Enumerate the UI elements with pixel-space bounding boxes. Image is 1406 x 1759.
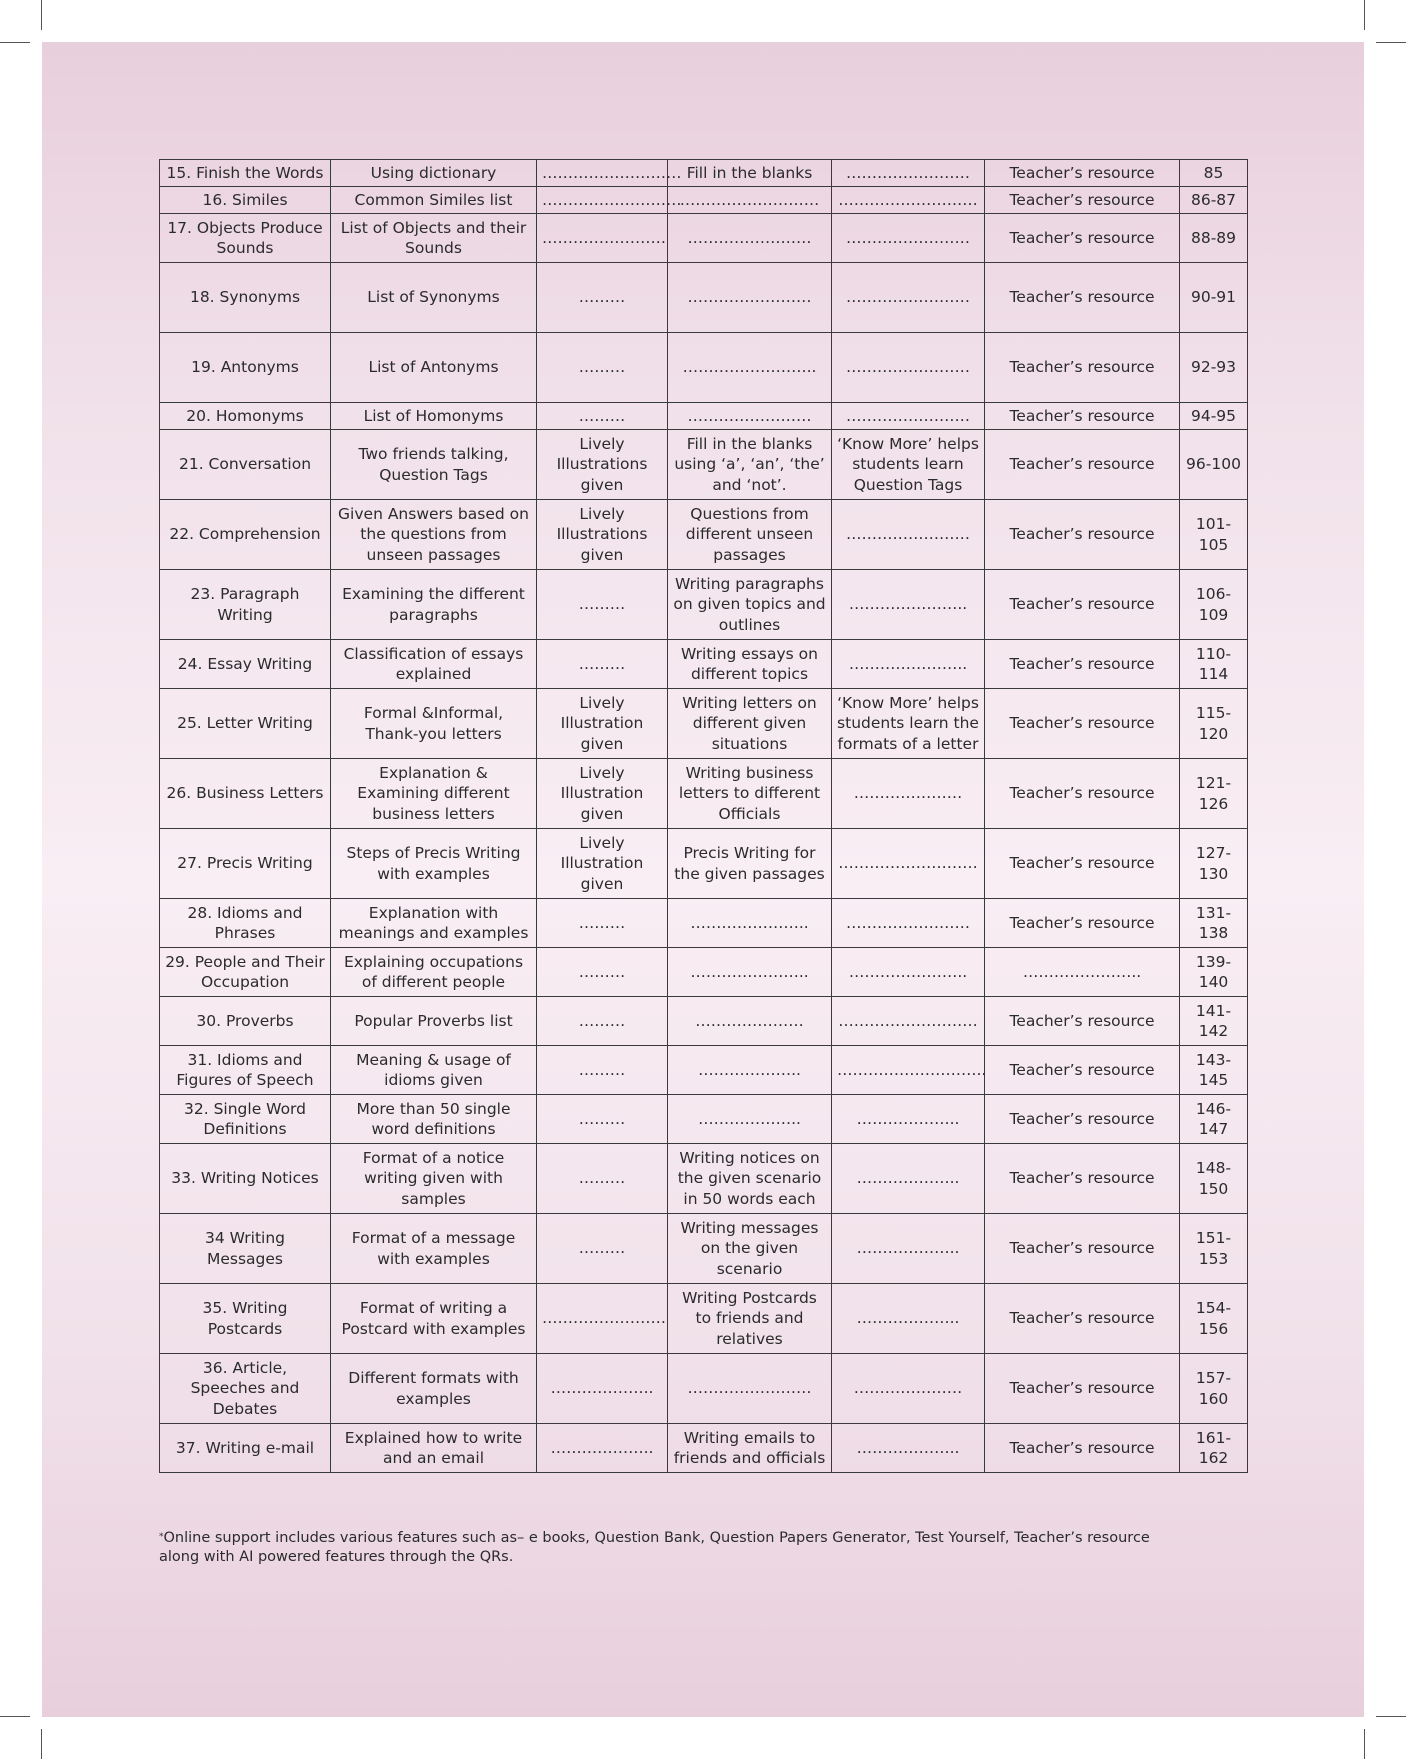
cell-chapter: 22. Comprehension bbox=[160, 500, 331, 570]
cell-exercises: Writing Postcards to friends and relatives bbox=[668, 1284, 832, 1354]
cell-illustrations: ……… bbox=[537, 1046, 668, 1095]
cell-pages: 151-153 bbox=[1180, 1214, 1248, 1284]
cell-exercises: Writing paragraphs on given topics and outlines bbox=[668, 570, 832, 640]
table-row bbox=[160, 160, 1248, 187]
cell-exercises: Fill in the blanks using ‘a’, ‘an’, ‘the’ and ‘not’. bbox=[668, 430, 832, 500]
cell-exercises: ……………….. bbox=[668, 1095, 832, 1144]
cell-exercises: Writing essays on different topics bbox=[668, 640, 832, 689]
cell-topics: Format of a notice writing given with samples bbox=[331, 1144, 537, 1214]
cell-chapter: 19. Antonyms bbox=[160, 333, 331, 403]
cell-online: Teacher’s resource bbox=[985, 214, 1180, 263]
cell-online: Teacher’s resource bbox=[985, 403, 1180, 430]
table-row bbox=[160, 1144, 1248, 1214]
cell-illustrations: Lively Illustrations given bbox=[537, 500, 668, 570]
cell-online: Teacher’s resource bbox=[985, 500, 1180, 570]
cell-illustrations: ……………………… bbox=[537, 160, 668, 187]
cell-exercises: Questions from different unseen passages bbox=[668, 500, 832, 570]
cell-chapter: 25. Letter Writing bbox=[160, 689, 331, 759]
crop-mark bbox=[1376, 1716, 1406, 1717]
table-row bbox=[160, 187, 1248, 214]
cell-know-more: ………………….. bbox=[832, 640, 985, 689]
cell-illustrations: Lively Illustrations given bbox=[537, 430, 668, 500]
crop-mark bbox=[41, 0, 42, 30]
cell-topics: Explanation with meanings and examples bbox=[331, 899, 537, 948]
cell-illustrations: ……… bbox=[537, 1214, 668, 1284]
cell-illustrations: ……… bbox=[537, 403, 668, 430]
cell-pages: 86-87 bbox=[1180, 187, 1248, 214]
cell-pages: 157-160 bbox=[1180, 1354, 1248, 1424]
cell-online: Teacher’s resource bbox=[985, 430, 1180, 500]
cell-know-more: …………………… bbox=[832, 899, 985, 948]
cell-know-more: ……………………….. bbox=[832, 1046, 985, 1095]
cell-exercises: Fill in the blanks bbox=[668, 160, 832, 187]
cell-chapter: 27. Precis Writing bbox=[160, 829, 331, 899]
cell-exercises: Writing messages on the given scenario bbox=[668, 1214, 832, 1284]
cell-online: Teacher’s resource bbox=[985, 333, 1180, 403]
cell-topics: Classification of essays explained bbox=[331, 640, 537, 689]
cell-topics: Explaining occupations of different people bbox=[331, 948, 537, 997]
cell-exercises: …………………….. bbox=[668, 333, 832, 403]
cell-topics: Examining the different paragraphs bbox=[331, 570, 537, 640]
cell-illustrations: Lively Illustration given bbox=[537, 689, 668, 759]
table-row bbox=[160, 430, 1248, 500]
cell-pages: 90-91 bbox=[1180, 263, 1248, 333]
cell-pages: 110-114 bbox=[1180, 640, 1248, 689]
cell-illustrations: Lively Illustration given bbox=[537, 829, 668, 899]
table-row bbox=[160, 570, 1248, 640]
cell-know-more: ……………….. bbox=[832, 1144, 985, 1214]
cell-know-more: ………………… bbox=[832, 759, 985, 829]
table-row bbox=[160, 1284, 1248, 1354]
cell-chapter: 30. Proverbs bbox=[160, 997, 331, 1046]
cell-topics: Format of a message with examples bbox=[331, 1214, 537, 1284]
crop-mark bbox=[1364, 0, 1365, 30]
table-row bbox=[160, 1095, 1248, 1144]
cell-exercises: …………………… bbox=[668, 263, 832, 333]
cell-exercises: ………………….. bbox=[668, 899, 832, 948]
cell-pages: 88-89 bbox=[1180, 214, 1248, 263]
cell-chapter: 28. Idioms and Phrases bbox=[160, 899, 331, 948]
cell-know-more: ……………………… bbox=[832, 187, 985, 214]
cell-topics: Explanation & Examining different business letters bbox=[331, 759, 537, 829]
table-row bbox=[160, 640, 1248, 689]
cell-illustrations: ……… bbox=[537, 899, 668, 948]
cell-online: Teacher’s resource bbox=[985, 263, 1180, 333]
cell-online: Teacher’s resource bbox=[985, 1046, 1180, 1095]
crop-mark bbox=[1376, 42, 1406, 43]
cell-know-more: ………………… bbox=[832, 1354, 985, 1424]
cell-chapter: 18. Synonyms bbox=[160, 263, 331, 333]
cell-illustrations: ……………………… bbox=[537, 187, 668, 214]
table-row bbox=[160, 333, 1248, 403]
cell-illustrations: ……… bbox=[537, 948, 668, 997]
crop-mark bbox=[41, 1729, 42, 1759]
cell-pages: 121-126 bbox=[1180, 759, 1248, 829]
cell-exercises: …………………… bbox=[668, 1354, 832, 1424]
cell-chapter: 29. People and Their Occupation bbox=[160, 948, 331, 997]
table-row bbox=[160, 899, 1248, 948]
cell-pages: 115-120 bbox=[1180, 689, 1248, 759]
crop-mark bbox=[0, 42, 30, 43]
cell-illustrations: ……… bbox=[537, 640, 668, 689]
cell-know-more: ………………….. bbox=[832, 948, 985, 997]
cell-exercises: ………………….. bbox=[668, 948, 832, 997]
cell-online: Teacher’s resource bbox=[985, 570, 1180, 640]
cell-chapter: 20. Homonyms bbox=[160, 403, 331, 430]
cell-topics: Steps of Precis Writing with examples bbox=[331, 829, 537, 899]
cell-illustrations: ……… bbox=[537, 1095, 668, 1144]
cell-chapter: 33. Writing Notices bbox=[160, 1144, 331, 1214]
cell-online: Teacher’s resource bbox=[985, 829, 1180, 899]
table-row bbox=[160, 403, 1248, 430]
cell-topics: List of Antonyms bbox=[331, 333, 537, 403]
cell-online: Teacher’s resource bbox=[985, 640, 1180, 689]
cell-chapter: 21. Conversation bbox=[160, 430, 331, 500]
cell-illustrations: ……… bbox=[537, 1144, 668, 1214]
crop-mark bbox=[0, 1716, 30, 1717]
cell-pages: 148-150 bbox=[1180, 1144, 1248, 1214]
cell-illustrations: …………………… bbox=[537, 214, 668, 263]
footnote bbox=[159, 1529, 1179, 1567]
contents-table bbox=[159, 159, 1248, 1473]
cell-online: Teacher’s resource bbox=[985, 187, 1180, 214]
cell-pages: 161-162 bbox=[1180, 1424, 1248, 1473]
cell-know-more: …………………… bbox=[832, 333, 985, 403]
crop-mark bbox=[1364, 1729, 1365, 1759]
cell-chapter: 16. Similes bbox=[160, 187, 331, 214]
cell-pages: 139-140 bbox=[1180, 948, 1248, 997]
cell-online: Teacher’s resource bbox=[985, 1354, 1180, 1424]
cell-online: Teacher’s resource bbox=[985, 997, 1180, 1046]
cell-illustrations: ……… bbox=[537, 263, 668, 333]
cell-know-more: ………………….. bbox=[832, 570, 985, 640]
cell-topics: List of Objects and their Sounds bbox=[331, 214, 537, 263]
cell-online: Teacher’s resource bbox=[985, 759, 1180, 829]
cell-chapter: 34 Writing Messages bbox=[160, 1214, 331, 1284]
cell-chapter: 36. Article, Speeches and Debates bbox=[160, 1354, 331, 1424]
cell-exercises: ……………….. bbox=[668, 1046, 832, 1095]
cell-pages: 94-95 bbox=[1180, 403, 1248, 430]
cell-exercises: Writing notices on the given scenario in 50 words each bbox=[668, 1144, 832, 1214]
table-row bbox=[160, 1046, 1248, 1095]
cell-exercises: Writing emails to friends and officials bbox=[668, 1424, 832, 1473]
cell-pages: 141-142 bbox=[1180, 997, 1248, 1046]
cell-online: Teacher’s resource bbox=[985, 1144, 1180, 1214]
cell-know-more: …………………… bbox=[832, 160, 985, 187]
cell-pages: 131-138 bbox=[1180, 899, 1248, 948]
cell-pages: 146-147 bbox=[1180, 1095, 1248, 1144]
cell-know-more: …………………… bbox=[832, 403, 985, 430]
cell-pages: 127-130 bbox=[1180, 829, 1248, 899]
table-row bbox=[160, 214, 1248, 263]
cell-pages: 154-156 bbox=[1180, 1284, 1248, 1354]
cell-illustrations: ……………….. bbox=[537, 1354, 668, 1424]
table-row bbox=[160, 759, 1248, 829]
cell-topics: Two friends talking, Question Tags bbox=[331, 430, 537, 500]
cell-chapter: 24. Essay Writing bbox=[160, 640, 331, 689]
cell-chapter: 32. Single Word Definitions bbox=[160, 1095, 331, 1144]
cell-chapter: 31. Idioms and Figures of Speech bbox=[160, 1046, 331, 1095]
cell-exercises: ……………………… bbox=[668, 187, 832, 214]
cell-know-more: …………………… bbox=[832, 500, 985, 570]
contents-table-body bbox=[160, 160, 1248, 1473]
cell-topics: Format of writing a Postcard with examples bbox=[331, 1284, 537, 1354]
cell-topics: Popular Proverbs list bbox=[331, 997, 537, 1046]
cell-exercises: Writing letters on different given situations bbox=[668, 689, 832, 759]
cell-illustrations: ……… bbox=[537, 997, 668, 1046]
table-row bbox=[160, 689, 1248, 759]
cell-know-more: …………………… bbox=[832, 214, 985, 263]
cell-online: Teacher’s resource bbox=[985, 1214, 1180, 1284]
cell-illustrations: ……… bbox=[537, 333, 668, 403]
cell-topics: Explained how to write and an email bbox=[331, 1424, 537, 1473]
cell-online: Teacher’s resource bbox=[985, 1424, 1180, 1473]
cell-topics: Formal &Informal, Thank-you letters bbox=[331, 689, 537, 759]
cell-online: ………………….. bbox=[985, 948, 1180, 997]
cell-illustrations: ……… bbox=[537, 570, 668, 640]
cell-illustrations: Lively Illustration given bbox=[537, 759, 668, 829]
table-row bbox=[160, 263, 1248, 333]
cell-chapter: 17. Objects Produce Sounds bbox=[160, 214, 331, 263]
cell-know-more: ……………….. bbox=[832, 1095, 985, 1144]
table-row bbox=[160, 829, 1248, 899]
cell-online: Teacher’s resource bbox=[985, 160, 1180, 187]
cell-topics: Meaning & usage of idioms given bbox=[331, 1046, 537, 1095]
cell-online: Teacher’s resource bbox=[985, 1284, 1180, 1354]
cell-exercises: ………………… bbox=[668, 997, 832, 1046]
cell-pages: 106-109 bbox=[1180, 570, 1248, 640]
cell-know-more: ‘Know More’ helps students learn Question Tags bbox=[832, 430, 985, 500]
cell-online: Teacher’s resource bbox=[985, 689, 1180, 759]
cell-pages: 85 bbox=[1180, 160, 1248, 187]
cell-chapter: 23. Paragraph Writing bbox=[160, 570, 331, 640]
table-row bbox=[160, 997, 1248, 1046]
cell-chapter: 26. Business Letters bbox=[160, 759, 331, 829]
cell-topics: Using dictionary bbox=[331, 160, 537, 187]
cell-exercises: …………………… bbox=[668, 403, 832, 430]
cell-topics: Common Similes list bbox=[331, 187, 537, 214]
cell-topics: Different formats with examples bbox=[331, 1354, 537, 1424]
cell-topics: List of Synonyms bbox=[331, 263, 537, 333]
table-row bbox=[160, 1424, 1248, 1473]
cell-illustrations: ……………….. bbox=[537, 1424, 668, 1473]
cell-know-more: …………………… bbox=[832, 263, 985, 333]
cell-know-more: ……………….. bbox=[832, 1284, 985, 1354]
cell-exercises: …………………… bbox=[668, 214, 832, 263]
cell-illustrations: …………………… bbox=[537, 1284, 668, 1354]
cell-know-more: ……………….. bbox=[832, 1214, 985, 1284]
cell-chapter: 15. Finish the Words bbox=[160, 160, 331, 187]
table-row bbox=[160, 1214, 1248, 1284]
cell-exercises: Writing business letters to different Officials bbox=[668, 759, 832, 829]
cell-pages: 96-100 bbox=[1180, 430, 1248, 500]
footnote-marker: * bbox=[159, 1532, 164, 1542]
cell-chapter: 37. Writing e-mail bbox=[160, 1424, 331, 1473]
cell-know-more: ‘Know More’ helps students learn the formats of a letter bbox=[832, 689, 985, 759]
cell-know-more: ……………………… bbox=[832, 829, 985, 899]
cell-exercises: Precis Writing for the given passages bbox=[668, 829, 832, 899]
cell-topics: More than 50 single word definitions bbox=[331, 1095, 537, 1144]
cell-chapter: 35. Writing Postcards bbox=[160, 1284, 331, 1354]
footnote-text: Online support includes various features such as– e books, Question Bank, Question Papers Generator, Test Yourself, Teacher’s resource along with AI powered features through the QRs. bbox=[159, 1530, 1150, 1565]
cell-know-more: ……………………… bbox=[832, 997, 985, 1046]
cell-online: Teacher’s resource bbox=[985, 1095, 1180, 1144]
table-row bbox=[160, 500, 1248, 570]
cell-topics: Given Answers based on the questions from unseen passages bbox=[331, 500, 537, 570]
cell-topics: List of Homonyms bbox=[331, 403, 537, 430]
cell-pages: 92-93 bbox=[1180, 333, 1248, 403]
cell-know-more: ……………….. bbox=[832, 1424, 985, 1473]
cell-pages: 101-105 bbox=[1180, 500, 1248, 570]
table-row bbox=[160, 948, 1248, 997]
table-row bbox=[160, 1354, 1248, 1424]
cell-online: Teacher’s resource bbox=[985, 899, 1180, 948]
cell-pages: 143-145 bbox=[1180, 1046, 1248, 1095]
